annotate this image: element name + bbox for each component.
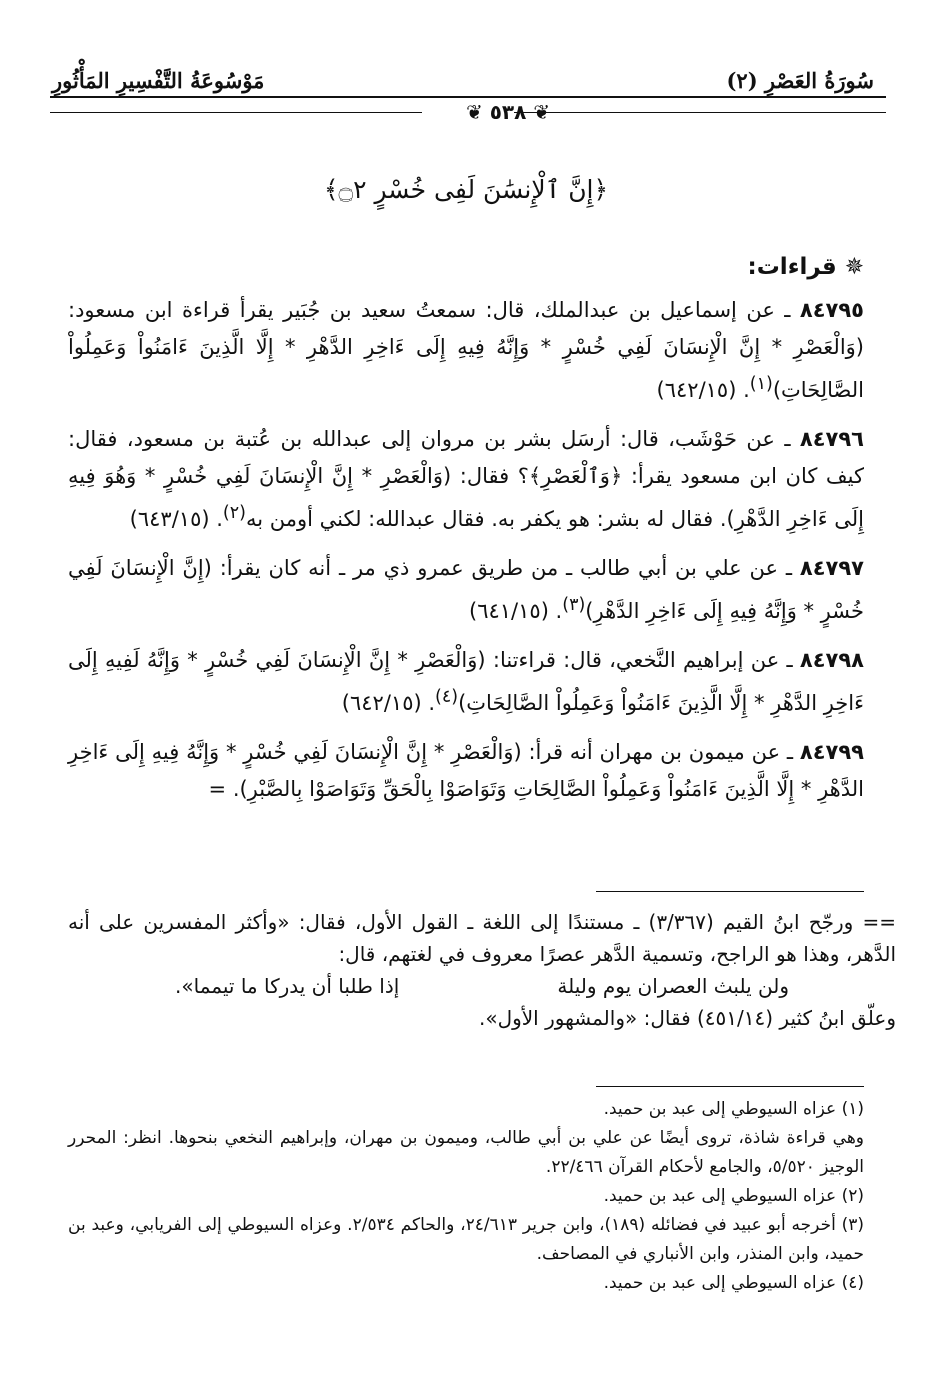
flower-ornament-icon: ✵	[836, 254, 864, 280]
entry-84795: ٨٤٧٩٥ ـ عن إسماعيل بن عبدالملك، قال: سمعتُ سعيد بن جُبَير يقرأ قراءة ابن مسعود: (وَالْعَصْرِ * إِنَّ الْإِنسَانَ لَفِي خُسْرٍ * وَإِنَّهُ فِيهِ إِلَى ءَاخِرِ الدَّهْرِ * إِلَّا الَّذِينَ ءَامَنُواْ وَعَمِلُواْ الصَّالِحَاتِ)$^{(١)}$. (٦٤٢/١٥)	[68, 298, 864, 402]
header-rule	[50, 96, 886, 98]
surah-title: سُورَةُ العَصْرِ (٢)	[726, 68, 874, 93]
commentary-text: == ورجّح ابنُ القيم (٣/٣٦٧) ـ مستندًا إلى اللغة ـ القول الأول، فقال: «وأكثر المفسرين على أنه الدَّهر، وهذا هو الراجح، وتسمية الدَّهر عصرًا معروف في لغتهم، قال:	[68, 910, 896, 966]
entry-84798: ٨٤٧٩٨ ـ عن إبراهيم النَّخعي، قال: قراءتنا: (وَالْعَصْرِ * إِنَّ الْإِنسَانَ لَفِي خُسْرٍ * وَإِنَّهُ لَفِيهِ إِلَى ءَاخِرِ الدَّهْرِ * إِلَّا الَّذِينَ ءَامَنُواْ وَعَمِلُواْ الصَّالِحَاتِ)$^{(٤)}$. (٦٤٢/١٥)	[68, 648, 864, 715]
verse-hemistich-first: ولن يلبث العصران يوم وليلة	[557, 974, 789, 998]
page-number-rule-left	[50, 112, 422, 113]
verse-heading: ﴿إِنَّ ٱلْإِنسَٰنَ لَفِى خُسْرٍ ۝٢﴾	[323, 175, 609, 204]
commentary-separator	[596, 891, 864, 892]
footnote-separator	[596, 1086, 864, 1087]
footnote: (٣) أخرجه أبو عبيد في فضائله (١٨٩)، وابن جرير ٢٤/٦١٣، والحاكم ٢/٥٣٤. وعزاه السيوطي إلى الفريابي، وعبد بن حميد، وابن المنذر، وابن الأنباري في المصاحف.	[68, 1215, 865, 1264]
footnote: وهي قراءة شاذة، تروى أيضًا عن علي بن أبي طالب، وميمون بن مهران، وإبراهيم النخعي بنحوها. انظر: المحرر الوجيز ٥/٥٢٠، والجامع لأحكام القرآن ٢٢/٤٦٦.	[68, 1128, 864, 1177]
page-number-row	[50, 100, 886, 124]
page-number: ❦ ٥٣٨ ❦	[465, 100, 551, 124]
entry-84799: ٨٤٧٩٩ ـ عن ميمون بن مهران أنه قرأ: (وَالْعَصْرِ * إِنَّ الْإِنسَانَ لَفِي خُسْرٍ * وَإِنَّهُ فِيهِ إِلَى ءَاخِرِ الدَّهْرِ * إِلَّا الَّذِينَ ءَامَنُواْ وَعَمِلُواْ الصَّالِحَاتِ وَتَوَاصَوْا بِالْحَقِّ وَتَوَاصَوْا بِالصَّبْرِ). =	[68, 740, 864, 801]
verse-hemistich-second: إذا طلبا أن يدركا ما تيمما».	[175, 974, 400, 998]
section-title: ✵ قراءات:	[747, 254, 864, 280]
commentary	[68, 906, 896, 1034]
entry-84797: ٨٤٧٩٧ ـ عن علي بن أبي طالب ـ من طريق عمرو ذي مر ـ أنه كان يقرأ: (إِنَّ الْإِنسَانَ لَفِي خُسْرٍ * وَإِنَّهُ فِيهِ إِلَى ءَاخِرِ الدَّهْرِ)$^{(٣)}$. (٦٤١/١٥)	[68, 556, 864, 623]
footnote: (١) عزاه السيوطي إلى عبد بن حميد.	[603, 1099, 864, 1119]
page-number-rule-right	[514, 112, 886, 113]
commentary-text-2: وعلّق ابنُ كثير (٤٥١/١٤) فقال: «والمشهور الأول».	[478, 1006, 896, 1030]
poetry-verse	[68, 970, 896, 1002]
footnotes	[68, 1095, 864, 1298]
entry-84796: ٨٤٧٩٦ ـ عن حَوْشَب، قال: أرسَل بشر بن مروان إلى عبدالله بن عُتبة بن مسعود، فقال: كيف كان ابن مسعود يقرأ: ﴿وَٱلْعَصْرِ﴾؟ فقال: (وَالْعَصْرِ * إِنَّ الْإِنسَانَ لَفِي خُسْرٍ * وَهُوَ فِيهِ إِلَى ءَاخِرِ الدَّهْرِ). فقال له بشر: هو يكفر به. فقال عبدالله: لكني أومن به$^{(٢)}$. (٦٤٣/١٥)	[68, 427, 864, 531]
footnote: (٤) عزاه السيوطي إلى عبد بن حميد.	[603, 1273, 864, 1293]
ornament-icon: ❦	[526, 100, 551, 124]
ornament-icon: ❦	[465, 100, 490, 124]
book-title: مَوْسُوعَةُ التَّفْسِيرِ المَأْثُورِ	[52, 68, 265, 93]
entries-list	[68, 292, 864, 820]
footnote: (٢) عزاه السيوطي إلى عبد بن حميد.	[603, 1186, 864, 1206]
